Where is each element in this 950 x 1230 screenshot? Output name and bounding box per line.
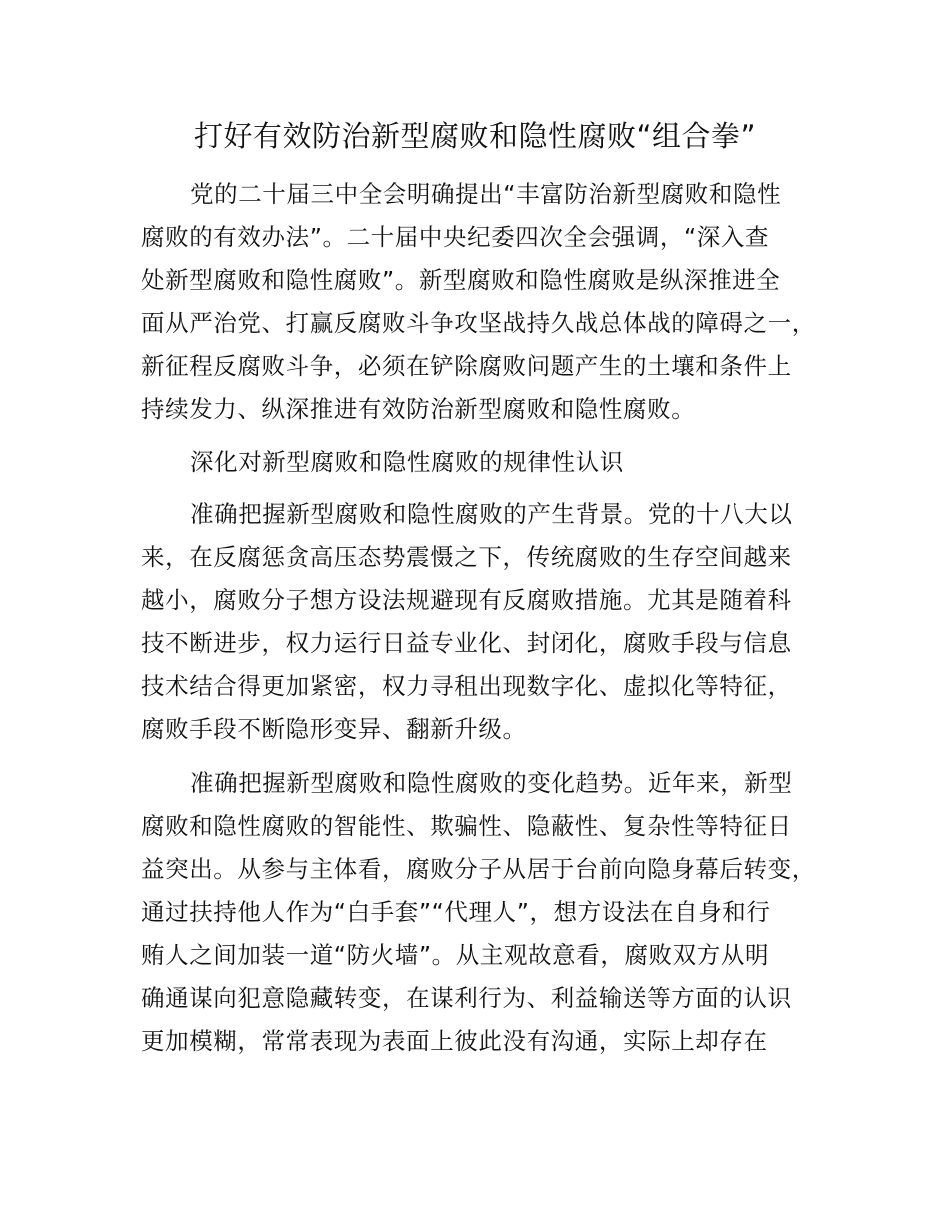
paragraph-3-line-7: 更加模糊，常常表现为表面上彼此没有沟通，实际上却存在 [141, 1027, 768, 1055]
paragraph-1-line-2: 腐败的有效办法”。二十届中央纪委四次全会强调，“深入查 [141, 223, 770, 251]
paragraph-2-line-4: 技不断进步，权力运行日益专业化、封闭化，腐败手段与信息 [141, 629, 792, 657]
document-title: 打好有效防治新型腐败和隐性腐败“组合拳” [193, 119, 757, 153]
paragraph-2-line-5: 技术结合得更加紧密，权力寻租出现数字化、虚拟化等特征， [141, 672, 792, 700]
paragraph-1-line-6: 持续发力、纵深推进有效防治新型腐败和隐性腐败。 [141, 395, 696, 423]
paragraph-2-line-6: 腐败手段不断隐形变异、翻新升级。 [141, 715, 527, 743]
paragraph-1-line-4: 面从严治党、打赢反腐败斗争攻坚战持久战总体战的障碍之一， [141, 309, 816, 337]
paragraph-3-line-4: 通过扶持他人作为“白手套”“代理人”，想方设法在自身和行 [141, 898, 771, 926]
paragraph-1-line-5: 新征程反腐败斗争，必须在铲除腐败问题产生的土壤和条件上 [141, 352, 792, 380]
paragraph-3-line-5: 贿人之间加装一道“防火墙”。从主观故意看，腐败双方从明 [141, 941, 770, 969]
paragraph-3-line-2: 腐败和隐性腐败的智能性、欺骗性、隐蔽性、复杂性等特征日 [141, 812, 792, 840]
paragraph-2-line-2: 来，在反腐惩贪高压态势震慑之下，传统腐败的生存空间越来 [141, 543, 792, 571]
paragraph-3-line-6: 确通谋向犯意隐藏转变，在谋利行为、利益输送等方面的认识 [141, 984, 792, 1012]
section-heading: 深化对新型腐败和隐性腐败的规律性认识 [190, 448, 624, 476]
paragraph-2-line-1: 准确把握新型腐败和隐性腐败的产生背景。党的十八大以 [190, 500, 793, 528]
paragraph-1-line-3: 处新型腐败和隐性腐败”。新型腐败和隐性腐败是纵深推进全 [141, 266, 781, 294]
paragraph-2-line-3: 越小，腐败分子想方设法规避现有反腐败措施。尤其是随着科 [141, 586, 792, 614]
paragraph-1-line-1: 党的二十届三中全会明确提出“丰富防治新型腐败和隐性 [190, 180, 782, 208]
paragraph-3-line-1: 准确把握新型腐败和隐性腐败的变化趋势。近年来，新型 [190, 769, 793, 797]
paragraph-3-line-3: 益突出。从参与主体看，腐败分子从居于台前向隐身幕后转变， [141, 855, 816, 883]
